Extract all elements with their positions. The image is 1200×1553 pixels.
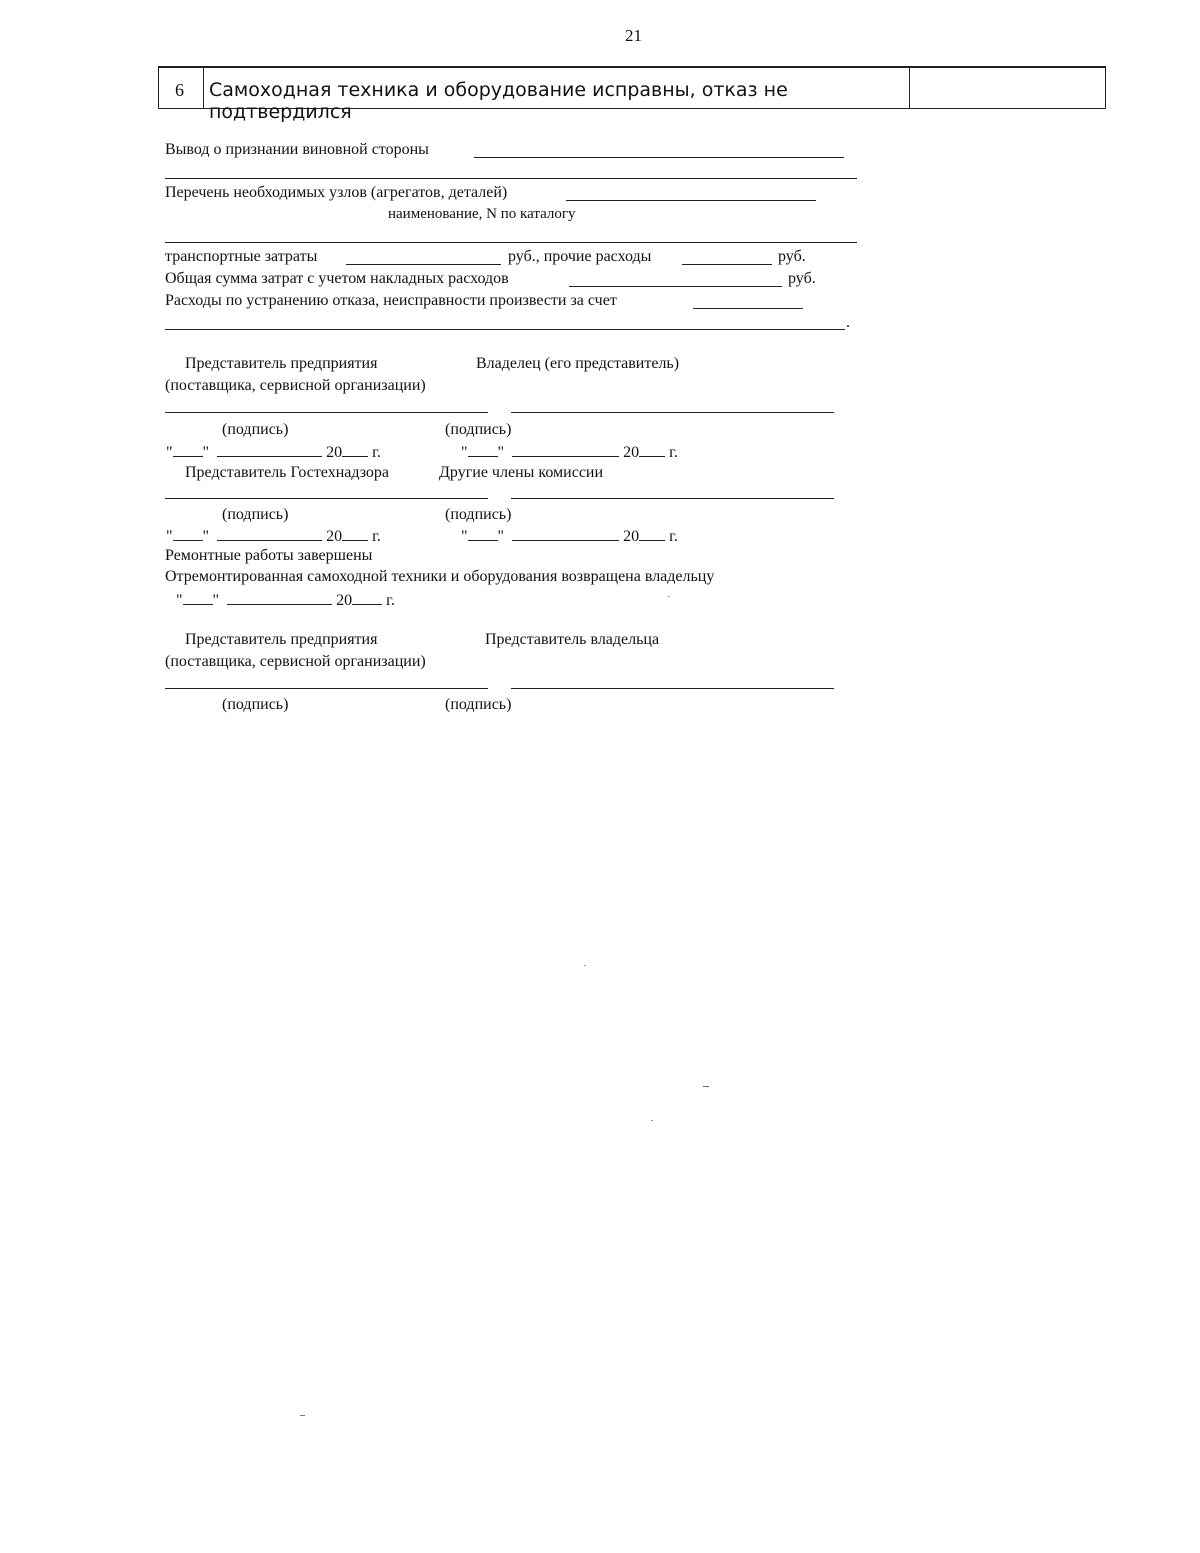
- owner-signature-line: [511, 412, 834, 413]
- date-field-2a: [166, 526, 381, 546]
- signature-hint-3b: (подпись): [445, 696, 512, 713]
- guilty-party-field: [474, 157, 844, 158]
- expenses-period: .: [846, 314, 850, 331]
- page-number: 21: [625, 26, 642, 45]
- date-quote: ": [461, 528, 468, 545]
- enterprise-rep-sub-2: (поставщика, сервисной организации): [165, 653, 426, 670]
- parts-list-field-line2: [165, 242, 857, 243]
- year-suffix: г.: [669, 528, 678, 545]
- expenses-label: Расходы по устранению отказа, неисправности произвести за счет: [165, 292, 617, 309]
- enterprise-rep-label-2: Представитель предприятия: [185, 631, 378, 648]
- date-field-3: [176, 590, 395, 610]
- year-suffix: г.: [669, 444, 678, 461]
- row-result-cell: [909, 68, 1105, 108]
- repair-completed-label: Ремонтные работы завершены: [165, 547, 373, 564]
- signature-hint-2b: (подпись): [445, 506, 512, 523]
- total-costs-label: Общая сумма затрат с учетом накладных расходов: [165, 270, 509, 287]
- enterprise-rep-signature-line-1: [165, 412, 488, 413]
- row-text-cell: [203, 68, 910, 123]
- year-prefix: 20: [326, 444, 343, 461]
- transport-costs-label: транспортные затраты: [165, 248, 318, 265]
- owner-rep-signature-line: [511, 688, 834, 689]
- row-text: Самоходная техника и оборудование исправны, отказ не подтвердился: [209, 79, 788, 123]
- gostekhnadzor-signature-line: [165, 498, 488, 499]
- other-costs-field: [682, 264, 772, 265]
- signature-hint-1b: (подпись): [445, 421, 512, 438]
- scan-speck: [668, 596, 670, 597]
- guilty-party-label: Вывод о признании виновной стороны: [165, 141, 429, 158]
- date-quote: ": [202, 444, 210, 461]
- expenses-field-line2: [165, 329, 845, 330]
- date-quote: ": [497, 444, 505, 461]
- owner-label: Владелец (его представитель): [476, 355, 680, 372]
- expenses-field: [693, 308, 803, 309]
- enterprise-rep-sub-1: (поставщика, сервисной организации): [165, 377, 426, 394]
- date-quote: ": [461, 444, 468, 461]
- scan-speck: [651, 1120, 653, 1121]
- date-field-1b: [461, 442, 678, 462]
- transport-rub-other-label: руб., прочие расходы: [508, 248, 652, 265]
- year-prefix: 20: [623, 444, 640, 461]
- date-quote: ": [202, 528, 210, 545]
- scan-speck: [584, 965, 586, 966]
- signature-hint-3a: (подпись): [222, 696, 289, 713]
- total-rub-label: руб.: [788, 270, 816, 287]
- row-number-cell: [159, 68, 204, 108]
- date-field-1a: [166, 442, 381, 462]
- year-suffix: г.: [386, 592, 395, 609]
- enterprise-rep-label-1: Представитель предприятия: [185, 355, 378, 372]
- date-quote: ": [176, 592, 183, 609]
- date-quote: ": [497, 528, 505, 545]
- enterprise-rep-signature-line-2: [165, 688, 488, 689]
- other-members-signature-line: [511, 498, 834, 499]
- scan-speck: [300, 1415, 305, 1416]
- date-quote: ": [212, 592, 220, 609]
- transport-costs-field: [346, 264, 501, 265]
- other-rub-label: руб.: [778, 248, 806, 265]
- date-quote: ": [166, 528, 173, 545]
- signature-hint-2a: (подпись): [222, 506, 289, 523]
- table-row: [158, 66, 1106, 123]
- signature-hint-1a: (подпись): [222, 421, 289, 438]
- year-suffix: г.: [372, 444, 381, 461]
- scan-speck: [703, 1086, 709, 1087]
- year-suffix: г.: [372, 528, 381, 545]
- owner-rep-label: Представитель владельца: [485, 631, 660, 648]
- row-number: 6: [175, 80, 184, 100]
- date-quote: ": [166, 444, 173, 461]
- year-prefix: 20: [623, 528, 640, 545]
- parts-list-hint: наименование, N по каталогу: [388, 206, 576, 222]
- total-costs-field: [569, 286, 782, 287]
- year-prefix: 20: [326, 528, 343, 545]
- other-members-label: Другие члены комиссии: [439, 464, 604, 481]
- parts-list-label: Перечень необходимых узлов (агрегатов, деталей): [165, 184, 508, 201]
- guilty-party-field-line2: [165, 178, 857, 179]
- year-prefix: 20: [336, 592, 353, 609]
- repair-returned-label: Отремонтированная самоходной техники и оборудования возвращена владельцу: [165, 568, 715, 585]
- parts-list-field: [566, 200, 816, 201]
- date-field-2b: [461, 526, 678, 546]
- gostekhnadzor-label: Представитель Гостехнадзора: [185, 464, 390, 481]
